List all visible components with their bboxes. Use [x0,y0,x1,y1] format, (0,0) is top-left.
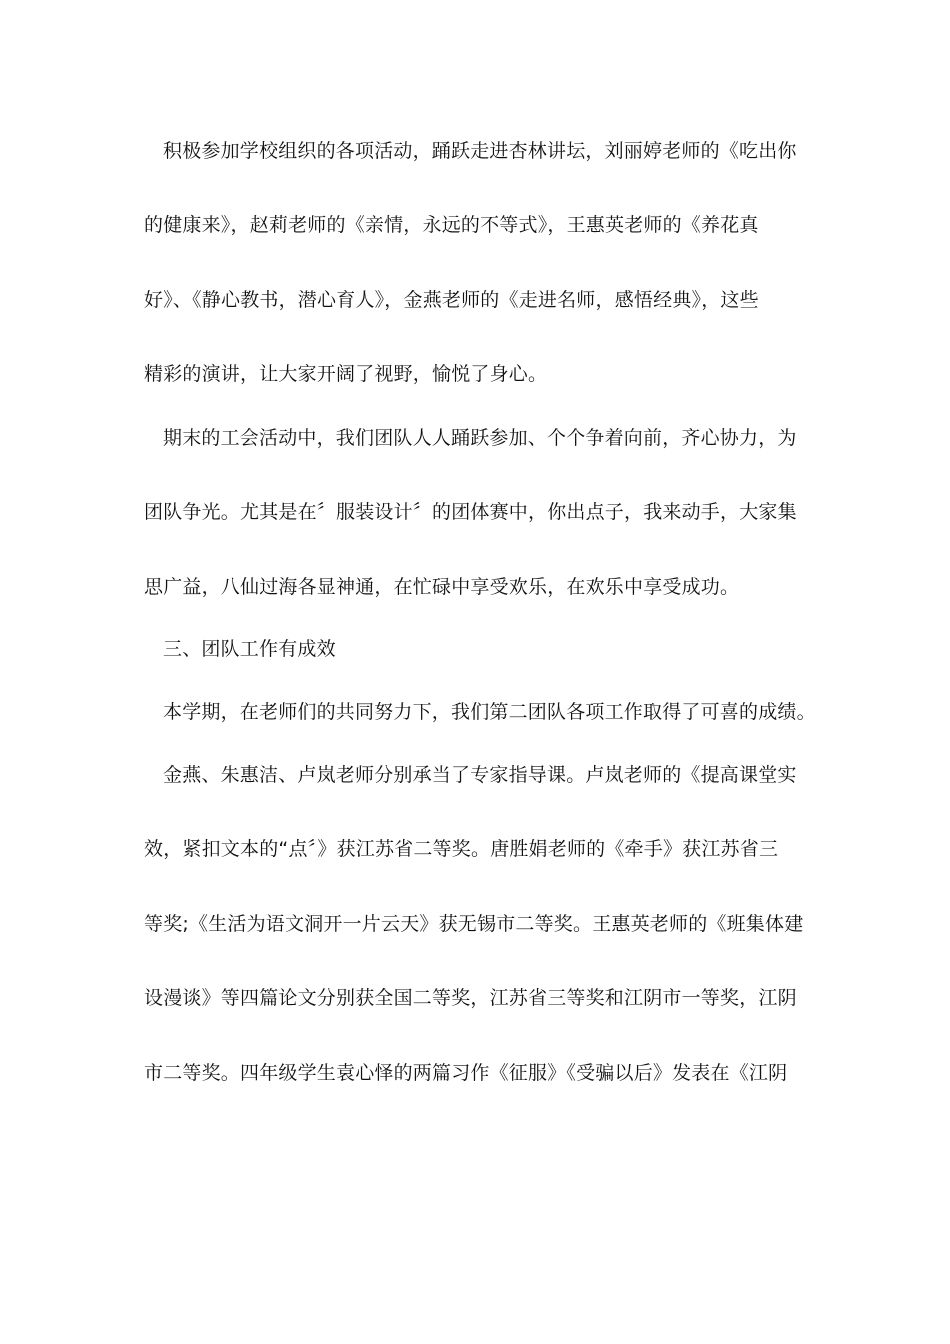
section-heading: 三、团队工作有成效 [163,638,336,660]
paragraph-line: 积极参加学校组织的各项活动，踊跃走进杏林讲坛，刘丽婷老师的《吃出你 [163,140,797,162]
paragraph-line: 效，紧扣文本的“点〞》获江苏省二等奖。唐胜娟老师的《牵手》获江苏省三 [144,838,779,860]
paragraph-line: 团队争光。尤其是在〞服装设计〞的团体赛中，你出点子，我来动手，大家集 [144,501,797,523]
paragraph-line: 等奖;《生活为语文洞开一片云天》获无锡市二等奖。王惠英老师的《班集体建 [144,913,804,935]
paragraph-line: 思广益，八仙过海各显神通，在忙碌中享受欢乐，在欢乐中享受成功。 [144,576,740,598]
paragraph-line: 设漫谈》等四篇论文分别获全国二等奖，江苏省三等奖和江阴市一等奖，江阴 [144,987,797,1009]
paragraph-line: 精彩的演讲，让大家开阔了视野，愉悦了身心。 [144,363,548,385]
paragraph-line: 好》、《静心教书，潜心育人》，金燕老师的《走进名师，感悟经典》，这些 [144,289,759,311]
paragraph-line: 市二等奖。四年级学生袁心怿的两篇习作《征服》《受骗以后》发表在《江阴 [144,1062,788,1084]
paragraph-line: 金燕、朱惠洁、卢岚老师分别承当了专家指导课。卢岚老师的《提高课堂实 [163,764,797,786]
paragraph-line: 本学期，在老师们的共同努力下，我们第二团队各项工作取得了可喜的成绩。 [163,701,816,723]
paragraph-line: 的健康来》，赵莉老师的《亲情，永远的不等式》，王惠英老师的《养花真 [144,214,759,236]
paragraph-line: 期末的工会活动中，我们团队人人踊跃参加、个个争着向前，齐心协力，为 [163,427,797,449]
